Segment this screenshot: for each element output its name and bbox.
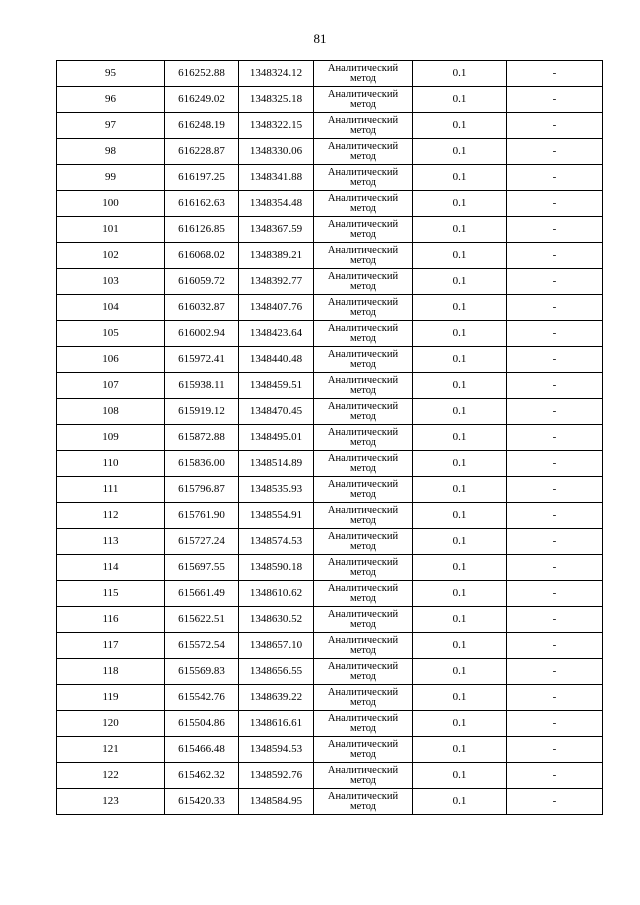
x-coordinate-cell: 615872.88 [165,425,239,451]
point-number-cell: 95 [57,61,165,87]
method-text-line: метод [349,618,377,630]
note-cell: - [507,347,603,373]
point-number-cell: 111 [57,477,165,503]
method-cell [314,87,413,113]
y-coordinate-cell: 1348535.93 [239,477,314,503]
note-cell: - [507,217,603,243]
table-row [57,217,603,243]
method-cell [314,269,413,295]
table-row [57,633,603,659]
note-cell: - [507,451,603,477]
point-number-cell: 122 [57,763,165,789]
y-coordinate-cell: 1348639.22 [239,685,314,711]
accuracy-cell: 0.1 [413,607,507,633]
method-text-line: Аналитический [327,114,399,126]
method-text-line: метод [349,488,377,500]
note-cell: - [507,529,603,555]
y-coordinate-cell: 1348610.62 [239,581,314,607]
y-coordinate-cell: 1348459.51 [239,373,314,399]
method-cell [314,477,413,503]
note-cell: - [507,113,603,139]
point-number-cell: 110 [57,451,165,477]
method-text-line: Аналитический [327,140,399,152]
x-coordinate-cell: 615572.54 [165,633,239,659]
method-text-line: Аналитический [327,608,399,620]
method-text-line: Аналитический [327,192,399,204]
method-text-line: метод [349,176,377,188]
method-text-line: метод [349,670,377,682]
accuracy-cell: 0.1 [413,633,507,659]
method-cell [314,789,413,815]
method-text-line: метод [349,722,377,734]
method-text-line: Аналитический [327,556,399,568]
note-cell: - [507,243,603,269]
point-number-cell: 98 [57,139,165,165]
point-number-cell: 114 [57,555,165,581]
method-text-line: Аналитический [327,530,399,542]
y-coordinate-cell: 1348495.01 [239,425,314,451]
table-row [57,711,603,737]
x-coordinate-cell: 615836.00 [165,451,239,477]
method-cell [314,165,413,191]
x-coordinate-cell: 615697.55 [165,555,239,581]
accuracy-cell: 0.1 [413,139,507,165]
y-coordinate-cell: 1348322.15 [239,113,314,139]
point-number-cell: 105 [57,321,165,347]
method-text-line: метод [349,150,377,162]
x-coordinate-cell: 615661.49 [165,581,239,607]
method-cell [314,347,413,373]
table-row [57,581,603,607]
note-cell: - [507,399,603,425]
table-row [57,295,603,321]
x-coordinate-cell: 616032.87 [165,295,239,321]
y-coordinate-cell: 1348341.88 [239,165,314,191]
method-cell [314,503,413,529]
point-number-cell: 107 [57,373,165,399]
x-coordinate-cell: 616248.19 [165,113,239,139]
y-coordinate-cell: 1348325.18 [239,87,314,113]
method-text-line: метод [349,306,377,318]
accuracy-cell: 0.1 [413,711,507,737]
point-number-cell: 113 [57,529,165,555]
method-text-line: Аналитический [327,426,399,438]
y-coordinate-cell: 1348354.48 [239,191,314,217]
method-text-line: метод [349,462,377,474]
method-cell [314,61,413,87]
table-row [57,321,603,347]
method-cell [314,373,413,399]
x-coordinate-cell: 615972.41 [165,347,239,373]
x-coordinate-cell: 616252.88 [165,61,239,87]
method-cell [314,113,413,139]
method-cell [314,139,413,165]
table-body [57,61,603,815]
point-number-cell: 123 [57,789,165,815]
accuracy-cell: 0.1 [413,61,507,87]
note-cell: - [507,139,603,165]
table-row [57,737,603,763]
x-coordinate-cell: 615727.24 [165,529,239,555]
note-cell: - [507,269,603,295]
method-text-line: метод [349,800,377,812]
accuracy-cell: 0.1 [413,373,507,399]
y-coordinate-cell: 1348616.61 [239,711,314,737]
x-coordinate-cell: 616162.63 [165,191,239,217]
table-row [57,425,603,451]
x-coordinate-cell: 616002.94 [165,321,239,347]
method-text-line: метод [349,202,377,214]
accuracy-cell: 0.1 [413,113,507,139]
note-cell: - [507,555,603,581]
note-cell: - [507,763,603,789]
accuracy-cell: 0.1 [413,529,507,555]
method-cell [314,607,413,633]
method-text-line: Аналитический [327,504,399,516]
y-coordinate-cell: 1348407.76 [239,295,314,321]
method-text-line: Аналитический [327,764,399,776]
accuracy-cell: 0.1 [413,217,507,243]
table-row [57,607,603,633]
point-number-cell: 118 [57,659,165,685]
point-number-cell: 112 [57,503,165,529]
method-cell [314,529,413,555]
method-cell [314,321,413,347]
method-cell [314,399,413,425]
point-number-cell: 117 [57,633,165,659]
method-cell [314,581,413,607]
method-cell [314,685,413,711]
accuracy-cell: 0.1 [413,581,507,607]
method-text-line: метод [349,72,377,84]
x-coordinate-cell: 615761.90 [165,503,239,529]
method-text-line: метод [349,748,377,760]
note-cell: - [507,737,603,763]
accuracy-cell: 0.1 [413,347,507,373]
table-row [57,373,603,399]
method-text-line: метод [349,332,377,344]
x-coordinate-cell: 615466.48 [165,737,239,763]
method-cell [314,217,413,243]
note-cell: - [507,607,603,633]
accuracy-cell: 0.1 [413,295,507,321]
method-text-line: Аналитический [327,738,399,750]
accuracy-cell: 0.1 [413,243,507,269]
point-number-cell: 119 [57,685,165,711]
x-coordinate-cell: 616068.02 [165,243,239,269]
table-row [57,191,603,217]
x-coordinate-cell: 615938.11 [165,373,239,399]
method-text-line: Аналитический [327,452,399,464]
method-cell [314,633,413,659]
method-text-line: метод [349,592,377,604]
method-text-line: Аналитический [327,686,399,698]
x-coordinate-cell: 616197.25 [165,165,239,191]
method-cell [314,737,413,763]
method-text-line: метод [349,384,377,396]
note-cell: - [507,61,603,87]
x-coordinate-cell: 616059.72 [165,269,239,295]
point-number-cell: 121 [57,737,165,763]
y-coordinate-cell: 1348389.21 [239,243,314,269]
point-number-cell: 104 [57,295,165,321]
method-text-line: метод [349,410,377,422]
method-text-line: метод [349,566,377,578]
method-text-line: метод [349,540,377,552]
method-cell [314,451,413,477]
accuracy-cell: 0.1 [413,399,507,425]
accuracy-cell: 0.1 [413,659,507,685]
note-cell: - [507,711,603,737]
method-text-line: Аналитический [327,244,399,256]
method-cell [314,555,413,581]
y-coordinate-cell: 1348584.95 [239,789,314,815]
point-number-cell: 103 [57,269,165,295]
method-text-line: метод [349,774,377,786]
x-coordinate-cell: 615569.83 [165,659,239,685]
point-number-cell: 109 [57,425,165,451]
method-text-line: метод [349,436,377,448]
y-coordinate-cell: 1348392.77 [239,269,314,295]
table-row [57,477,603,503]
accuracy-cell: 0.1 [413,87,507,113]
note-cell: - [507,503,603,529]
table-row [57,269,603,295]
table-row [57,685,603,711]
x-coordinate-cell: 615919.12 [165,399,239,425]
method-text-line: метод [349,358,377,370]
point-number-cell: 102 [57,243,165,269]
note-cell: - [507,581,603,607]
method-text-line: Аналитический [327,374,399,386]
method-text-line: Аналитический [327,348,399,360]
method-text-line: Аналитический [327,478,399,490]
x-coordinate-cell: 615420.33 [165,789,239,815]
table-row [57,139,603,165]
table-row [57,451,603,477]
y-coordinate-cell: 1348656.55 [239,659,314,685]
table-row [57,61,603,87]
method-text-line: метод [349,280,377,292]
note-cell: - [507,321,603,347]
method-cell [314,295,413,321]
accuracy-cell: 0.1 [413,165,507,191]
accuracy-cell: 0.1 [413,191,507,217]
point-number-cell: 106 [57,347,165,373]
x-coordinate-cell: 615622.51 [165,607,239,633]
table-row [57,165,603,191]
y-coordinate-cell: 1348330.06 [239,139,314,165]
point-number-cell: 97 [57,113,165,139]
x-coordinate-cell: 616249.02 [165,87,239,113]
method-text-line: Аналитический [327,582,399,594]
table-row [57,763,603,789]
x-coordinate-cell: 616126.85 [165,217,239,243]
table-row [57,789,603,815]
table-row [57,529,603,555]
coordinates-table [56,60,603,815]
x-coordinate-cell: 615504.86 [165,711,239,737]
method-text-line: метод [349,254,377,266]
x-coordinate-cell: 615542.76 [165,685,239,711]
point-number-cell: 108 [57,399,165,425]
note-cell: - [507,685,603,711]
method-text-line: Аналитический [327,270,399,282]
method-cell [314,659,413,685]
method-text-line: Аналитический [327,62,399,74]
method-cell [314,243,413,269]
accuracy-cell: 0.1 [413,737,507,763]
y-coordinate-cell: 1348592.76 [239,763,314,789]
method-text-line: метод [349,98,377,110]
x-coordinate-cell: 615796.87 [165,477,239,503]
y-coordinate-cell: 1348554.91 [239,503,314,529]
table-row [57,503,603,529]
accuracy-cell: 0.1 [413,425,507,451]
method-text-line: Аналитический [327,712,399,724]
point-number-cell: 101 [57,217,165,243]
table-row [57,659,603,685]
method-text-line: Аналитический [327,218,399,230]
method-text-line: Аналитический [327,322,399,334]
accuracy-cell: 0.1 [413,503,507,529]
method-text-line: Аналитический [327,166,399,178]
point-number-cell: 120 [57,711,165,737]
point-number-cell: 116 [57,607,165,633]
accuracy-cell: 0.1 [413,789,507,815]
note-cell: - [507,191,603,217]
table-row [57,243,603,269]
note-cell: - [507,659,603,685]
accuracy-cell: 0.1 [413,321,507,347]
note-cell: - [507,477,603,503]
table-row [57,87,603,113]
x-coordinate-cell: 616228.87 [165,139,239,165]
accuracy-cell: 0.1 [413,685,507,711]
method-text-line: метод [349,644,377,656]
note-cell: - [507,87,603,113]
table-row [57,399,603,425]
note-cell: - [507,165,603,191]
y-coordinate-cell: 1348367.59 [239,217,314,243]
method-text-line: Аналитический [327,660,399,672]
note-cell: - [507,295,603,321]
table-row [57,555,603,581]
accuracy-cell: 0.1 [413,555,507,581]
y-coordinate-cell: 1348594.53 [239,737,314,763]
y-coordinate-cell: 1348590.18 [239,555,314,581]
method-text-line: Аналитический [327,790,399,802]
note-cell: - [507,373,603,399]
point-number-cell: 115 [57,581,165,607]
method-cell [314,191,413,217]
method-text-line: метод [349,696,377,708]
note-cell: - [507,425,603,451]
table-row [57,113,603,139]
method-text-line: Аналитический [327,296,399,308]
accuracy-cell: 0.1 [413,477,507,503]
y-coordinate-cell: 1348630.52 [239,607,314,633]
x-coordinate-cell: 615462.32 [165,763,239,789]
method-text-line: Аналитический [327,400,399,412]
y-coordinate-cell: 1348470.45 [239,399,314,425]
note-cell: - [507,789,603,815]
y-coordinate-cell: 1348657.10 [239,633,314,659]
method-cell [314,763,413,789]
y-coordinate-cell: 1348440.48 [239,347,314,373]
point-number-cell: 99 [57,165,165,191]
method-text-line: метод [349,514,377,526]
table-row [57,347,603,373]
y-coordinate-cell: 1348574.53 [239,529,314,555]
method-cell [314,711,413,737]
page-number: 81 [313,31,327,46]
y-coordinate-cell: 1348423.64 [239,321,314,347]
method-text-line: метод [349,124,377,136]
accuracy-cell: 0.1 [413,763,507,789]
accuracy-cell: 0.1 [413,451,507,477]
method-cell [314,425,413,451]
method-text-line: метод [349,228,377,240]
y-coordinate-cell: 1348514.89 [239,451,314,477]
y-coordinate-cell: 1348324.12 [239,61,314,87]
accuracy-cell: 0.1 [413,269,507,295]
point-number-cell: 96 [57,87,165,113]
method-text-line: Аналитический [327,88,399,100]
point-number-cell: 100 [57,191,165,217]
note-cell: - [507,633,603,659]
method-text-line: Аналитический [327,634,399,646]
